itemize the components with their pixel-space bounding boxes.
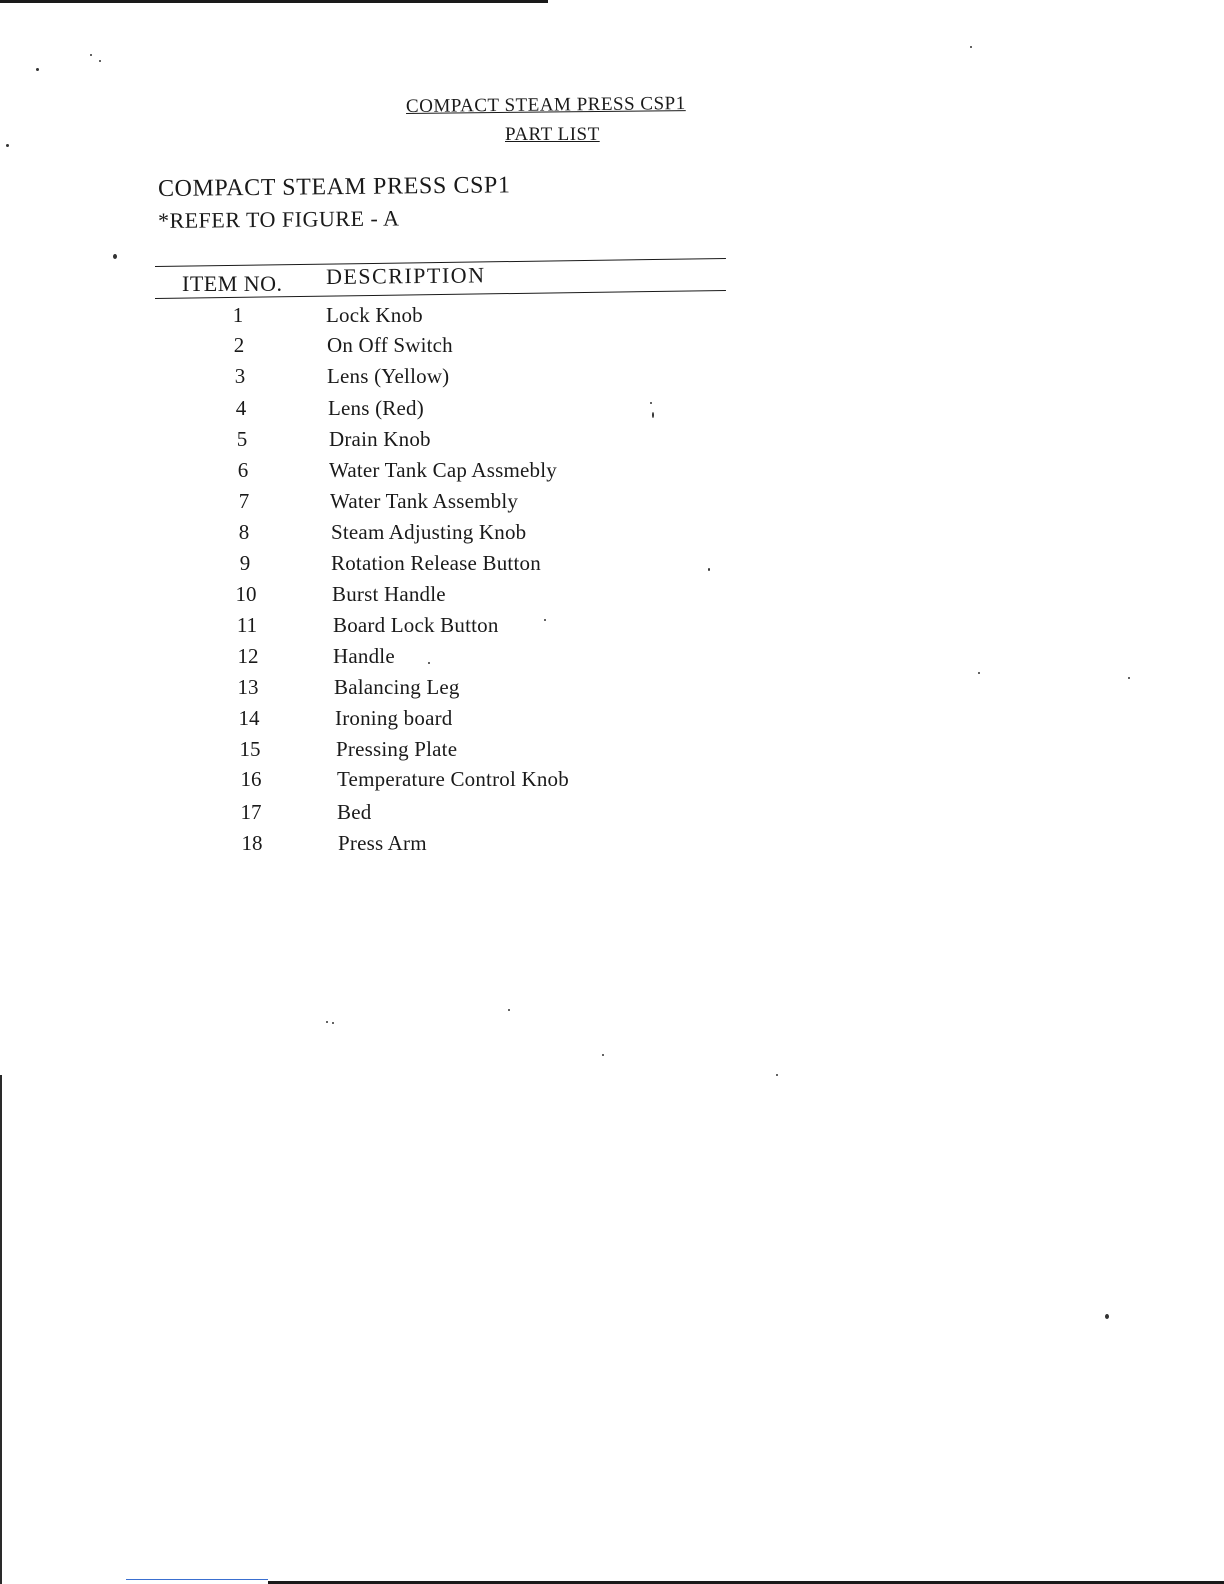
item-description: Handle — [333, 644, 395, 668]
item-description: Water Tank Cap Assmebly — [329, 458, 557, 482]
item-description: Lens (Red) — [328, 396, 424, 420]
document-header-title: COMPACT STEAM PRESS CSP1 — [405, 93, 686, 117]
item-number: 17 — [240, 800, 262, 824]
item-description: Pressing Plate — [336, 737, 458, 761]
document-header-subtitle: PART LIST — [505, 124, 600, 145]
item-description: Lock Knob — [326, 303, 423, 327]
item-number: 7 — [238, 489, 250, 513]
item-number: 14 — [238, 706, 260, 730]
item-number: 5 — [236, 427, 248, 451]
item-number: 12 — [237, 644, 259, 668]
item-number: 6 — [237, 458, 249, 482]
item-description: Drain Knob — [329, 427, 431, 451]
item-number: 3 — [234, 364, 246, 388]
column-header-description: DESCRIPTION — [325, 262, 486, 289]
section-title: COMPACT STEAM PRESS CSP1 — [157, 172, 511, 202]
item-description: Balancing Leg — [334, 675, 460, 699]
item-description: Lens (Yellow) — [327, 364, 450, 388]
item-number: 18 — [241, 831, 263, 855]
section-note: *REFER TO FIGURE - A — [157, 205, 400, 233]
item-number: 9 — [239, 551, 251, 575]
item-description: Water Tank Assembly — [330, 489, 519, 513]
item-number: 4 — [235, 396, 247, 420]
item-number: 15 — [239, 737, 261, 761]
item-number: 10 — [235, 582, 257, 606]
item-number: 1 — [232, 303, 244, 327]
item-number: 13 — [237, 675, 259, 699]
column-header-item-no: ITEM NO. — [182, 271, 283, 296]
item-description: On Off Switch — [327, 333, 453, 357]
item-description: Press Arm — [338, 831, 427, 855]
item-number: 16 — [240, 767, 262, 791]
item-description: Ironing board — [335, 706, 453, 730]
item-description: Steam Adjusting Knob — [331, 520, 527, 544]
item-description: Bed — [337, 800, 372, 824]
item-description: Board Lock Button — [333, 613, 499, 637]
item-number: 2 — [233, 333, 245, 357]
item-number: 8 — [238, 520, 250, 544]
item-description: Burst Handle — [332, 582, 446, 606]
item-number: 11 — [236, 613, 258, 637]
item-description: Temperature Control Knob — [337, 767, 569, 791]
item-description: Rotation Release Button — [331, 551, 541, 575]
